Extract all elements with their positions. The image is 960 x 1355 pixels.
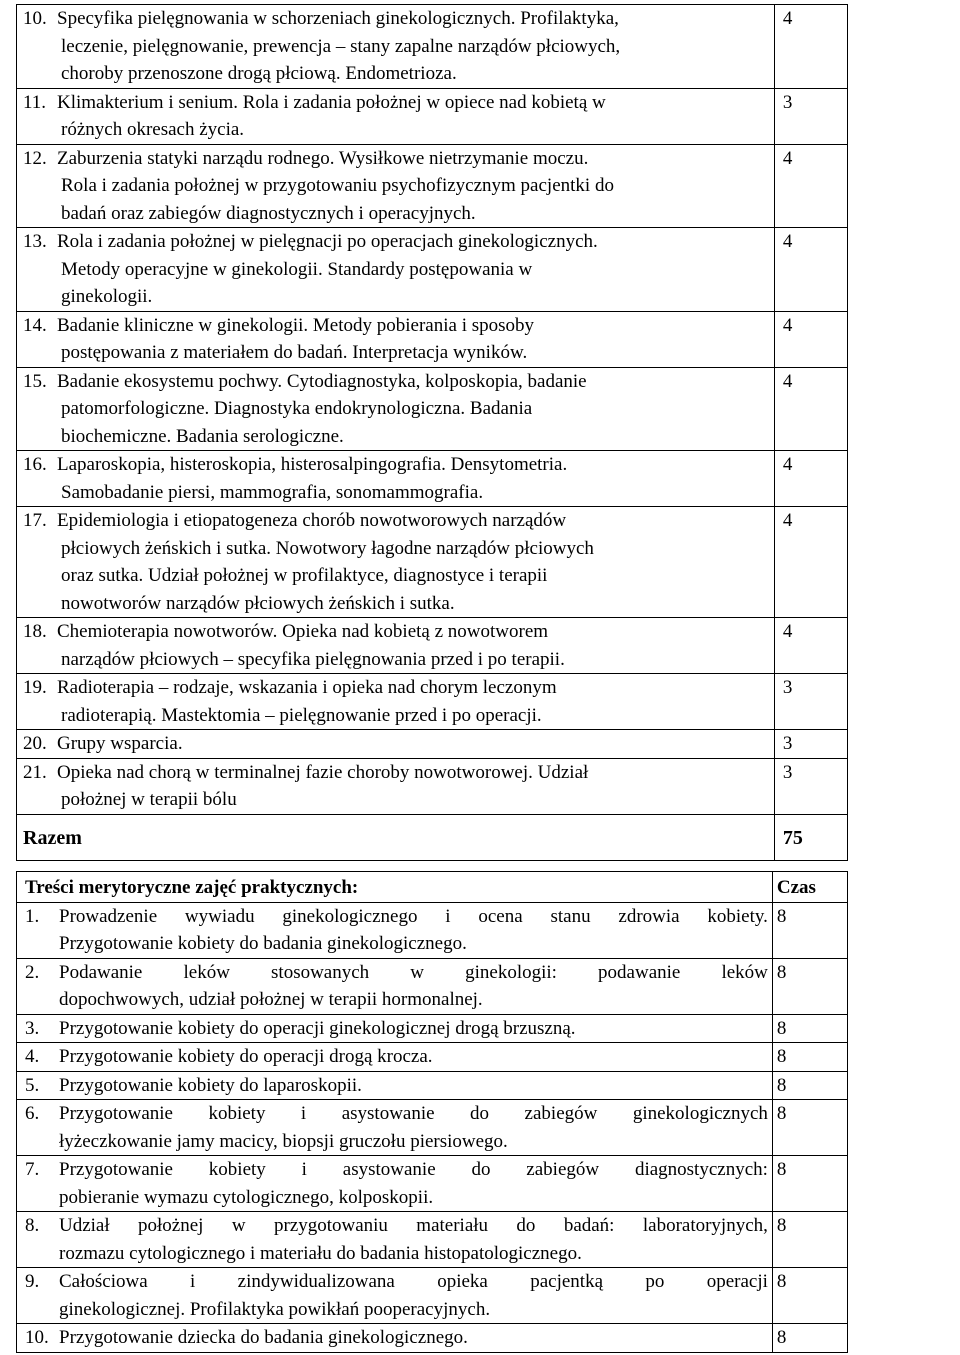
topic-description	[17, 451, 775, 507]
topic-line: nowotworów narządów płciowych żeńskich i sutka.	[61, 592, 455, 614]
practical-line: Przygotowanie kobiety i asystowanie do zabiegów ginekologicznych	[59, 1103, 768, 1124]
topic-row	[17, 758, 848, 814]
practical-number: 6.	[25, 1103, 40, 1124]
practical-description	[17, 1156, 773, 1212]
practical-text	[59, 959, 768, 1014]
topic-hours: 4	[774, 311, 847, 367]
topic-line	[23, 674, 770, 702]
topic-row	[17, 311, 848, 367]
topic-hours: 4	[774, 228, 847, 312]
practical-line: łyżeczkowanie jamy macicy, biopsji gruczołu piersiowego.	[59, 1130, 508, 1152]
practical-hours: 8	[772, 1100, 847, 1156]
topic-line	[23, 5, 770, 33]
topic-hours: 3	[774, 674, 847, 730]
topic-line: Metody operacyjne w ginekologii. Standardy postępowania w	[61, 258, 533, 280]
practical-item	[25, 1156, 768, 1211]
topic-line: płciowych żeńskich i sutka. Nowotwory łagodne narządów płciowych	[61, 537, 594, 559]
topic-line	[23, 507, 770, 535]
topic-row	[17, 367, 848, 451]
topic-description	[17, 144, 775, 228]
topic-description	[17, 367, 775, 451]
practical-row	[17, 1043, 848, 1072]
practical-row	[17, 902, 848, 958]
topic-line: narządów płciowych – specyfika pielęgnowania przed i po terapii.	[61, 648, 565, 670]
practical-hours: 8	[772, 1212, 847, 1268]
topic-line	[23, 451, 770, 479]
practical-item	[25, 1212, 768, 1267]
topic-line-text: Specyfika pielęgnowania w schorzeniach ginekologicznych. Profilaktyka,	[57, 8, 619, 29]
topic-number: 20.	[23, 733, 47, 754]
topic-row	[17, 507, 848, 618]
topic-number: 14.	[23, 314, 47, 336]
topic-hours: 3	[774, 730, 847, 759]
topic-description	[17, 618, 775, 674]
topic-line	[23, 368, 770, 396]
topic-line: Samobadanie piersi, mammografia, sonomammografia.	[61, 481, 484, 503]
practical-number: 5.	[25, 1074, 40, 1096]
topic-row	[17, 88, 848, 144]
topic-number: 17.	[23, 510, 47, 531]
practical-item	[25, 1324, 768, 1352]
practical-line: Przygotowanie dziecka do badania ginekologicznego.	[59, 1327, 468, 1348]
practical-row	[17, 1071, 848, 1100]
practical-number: 7.	[25, 1159, 40, 1180]
practical-description	[17, 958, 773, 1014]
practical-item	[25, 1043, 768, 1071]
practical-text	[59, 903, 768, 958]
practical-row	[17, 958, 848, 1014]
practical-line: Przygotowanie kobiety do laparoskopii.	[59, 1074, 362, 1096]
practical-header-row	[17, 872, 848, 903]
practical-text	[59, 1156, 768, 1211]
topic-line: Rola i zadania położnej w przygotowaniu psychofizycznym pacjentki do	[61, 175, 614, 196]
topic-line: położnej w terapii bólu	[61, 789, 237, 810]
practical-item	[25, 903, 768, 958]
practical-line: Przygotowanie kobiety do badania ginekologicznego.	[59, 933, 467, 954]
practical-row	[17, 1100, 848, 1156]
practical-topics-table	[16, 871, 848, 1353]
practical-row	[17, 1324, 848, 1353]
topic-description	[17, 311, 775, 367]
topic-row	[17, 618, 848, 674]
topic-line-text: Radioterapia – rodzaje, wskazania i opieka nad chorym leczonym	[57, 677, 557, 698]
topic-line: oraz sutka. Udział położnej w profilaktyce, diagnostyce i terapii	[61, 565, 548, 586]
topic-line	[23, 312, 770, 340]
practical-row	[17, 1268, 848, 1324]
practical-description	[17, 1014, 773, 1043]
topic-hours: 3	[774, 758, 847, 814]
practical-hours: 8	[772, 1071, 847, 1100]
topic-line	[23, 618, 770, 646]
topic-line-text: Grupy wsparcia.	[57, 733, 183, 754]
topic-number: 15.	[23, 370, 47, 392]
practical-hours: 8	[772, 1156, 847, 1212]
practical-number: 9.	[25, 1271, 40, 1292]
topic-number: 18.	[23, 621, 47, 642]
total-row	[17, 814, 848, 861]
practical-number: 3.	[25, 1017, 40, 1039]
topic-description	[17, 228, 775, 312]
topic-line-text: Chemioterapia nowotworów. Opieka nad kobietą z nowotworem	[57, 621, 549, 642]
topic-number: 11.	[23, 91, 47, 113]
practical-item	[25, 959, 768, 1014]
topic-line	[23, 89, 770, 117]
practical-line: Przygotowanie kobiety do operacji drogą krocza.	[59, 1046, 433, 1067]
topic-line-text: Klimakterium i senium. Rola i zadania położnej w opiece nad kobietą w	[57, 91, 606, 113]
topic-hours: 4	[774, 507, 847, 618]
practical-item	[25, 1015, 768, 1043]
topic-row	[17, 674, 848, 730]
topic-line-text: Badanie kliniczne w ginekologii. Metody pobierania i sposoby	[57, 314, 535, 336]
practical-item	[25, 1072, 768, 1100]
practical-line: dopochwowych, udział położnej w terapii hormonalnej.	[59, 989, 483, 1010]
practical-number: 1.	[25, 905, 40, 927]
practical-hours: 8	[772, 902, 847, 958]
practical-description	[17, 1324, 773, 1353]
practical-line: Podawanie leków stosowanych w ginekologii: podawanie leków	[59, 961, 768, 983]
topic-hours: 4	[774, 367, 847, 451]
practical-hours: 8	[772, 1324, 847, 1353]
practical-row	[17, 1156, 848, 1212]
topic-line-text: Rola i zadania położnej w pielęgnacji po operacjach ginekologicznych.	[57, 231, 598, 252]
practical-number: 4.	[25, 1046, 40, 1067]
topic-description	[17, 88, 775, 144]
practical-hours: 8	[772, 1014, 847, 1043]
topic-line	[23, 759, 770, 787]
topic-line: badań oraz zabiegów diagnostycznych i operacyjnych.	[61, 202, 476, 224]
total-hours: 75	[774, 814, 847, 861]
topic-hours: 4	[774, 5, 847, 89]
topic-description	[17, 674, 775, 730]
topic-number: 12.	[23, 147, 47, 169]
practical-description	[17, 1268, 773, 1324]
topic-number: 19.	[23, 677, 47, 698]
topic-number: 13.	[23, 231, 47, 252]
total-label: Razem	[17, 814, 775, 861]
topic-line: biochemiczne. Badania serologiczne.	[61, 425, 344, 447]
topic-line	[23, 228, 770, 256]
topic-line: choroby przenoszone drogą płciową. Endometrioza.	[61, 63, 457, 84]
practical-number: 8.	[25, 1215, 40, 1236]
topic-line: postępowania z materiałem do badań. Interpretacja wyników.	[61, 342, 528, 363]
topic-row	[17, 730, 848, 759]
topic-line: patomorfologiczne. Diagnostyka endokrynologiczna. Badania	[61, 398, 533, 419]
practical-text	[59, 1324, 768, 1352]
topic-number: 21.	[23, 761, 47, 783]
practical-text	[59, 1212, 768, 1267]
topic-line-text: Zaburzenia statyki narządu rodnego. Wysiłkowe nietrzymanie moczu.	[57, 147, 589, 169]
topic-description	[17, 758, 775, 814]
practical-description	[17, 1071, 773, 1100]
lecture-topics-body	[17, 5, 848, 861]
practical-item	[25, 1268, 768, 1323]
practical-topics-body	[17, 872, 848, 1353]
practical-row	[17, 1212, 848, 1268]
practical-number: 10.	[25, 1327, 49, 1348]
topic-hours: 4	[774, 618, 847, 674]
practical-hours: 8	[772, 1043, 847, 1072]
practical-line: rozmazu cytologicznego i materiału do badania histopatologicznego.	[59, 1242, 582, 1264]
practical-line: Całościowa i zindywidualizowana opieka pacjentką po operacji	[59, 1271, 768, 1292]
topic-line: leczenie, pielęgnowanie, prewencja – stany zapalne narządów płciowych,	[61, 35, 621, 57]
practical-description	[17, 1212, 773, 1268]
topic-line	[23, 730, 770, 758]
topic-row	[17, 228, 848, 312]
lecture-topics-table	[16, 4, 848, 861]
topic-number: 16.	[23, 454, 47, 475]
topic-hours: 4	[774, 451, 847, 507]
practical-text	[59, 1043, 768, 1071]
topic-line-text: Laparoskopia, histeroskopia, histerosalpingografia. Densytometria.	[57, 454, 568, 475]
practical-text	[59, 1268, 768, 1323]
practical-line: Udział położnej w przygotowaniu materiału do badań: laboratoryjnych,	[59, 1215, 768, 1236]
topic-number: 10.	[23, 8, 47, 29]
topic-hours: 3	[774, 88, 847, 144]
practical-line: ginekologicznej. Profilaktyka powikłań pooperacyjnych.	[59, 1298, 491, 1320]
practical-description	[17, 902, 773, 958]
practical-item	[25, 1100, 768, 1155]
topic-line-text: Opieka nad chorą w terminalnej fazie choroby nowotworowej. Udział	[57, 761, 589, 783]
practical-hours: 8	[772, 1268, 847, 1324]
topic-description	[17, 730, 775, 759]
topic-line: różnych okresach życia.	[61, 119, 245, 140]
topic-row	[17, 451, 848, 507]
time-header: Czas	[772, 872, 847, 903]
practical-text	[59, 1100, 768, 1155]
topic-line: ginekologii.	[61, 286, 153, 307]
practical-line: Przygotowanie kobiety i asystowanie do zabiegów diagnostycznych:	[59, 1159, 768, 1180]
topic-line-text: Badanie ekosystemu pochwy. Cytodiagnostyka, kolposkopia, badanie	[57, 370, 587, 392]
practical-line: Przygotowanie kobiety do operacji ginekologicznej drogą brzuszną.	[59, 1017, 576, 1039]
practical-header: Treści merytoryczne zajęć praktycznych:	[17, 872, 773, 903]
topic-row	[17, 5, 848, 89]
practical-line: Prowadzenie wywiadu ginekologicznego i ocena stanu zdrowia kobiety.	[59, 905, 768, 927]
topic-line-text: Epidemiologia i etiopatogeneza chorób nowotworowych narządów	[57, 510, 567, 531]
practical-text	[59, 1072, 768, 1100]
topic-description	[17, 507, 775, 618]
topic-line: radioterapią. Mastektomia – pielęgnowanie przed i po operacji.	[61, 704, 542, 726]
practical-text	[59, 1015, 768, 1043]
practical-line: pobieranie wymazu cytologicznego, kolposkopii.	[59, 1186, 434, 1208]
practical-number: 2.	[25, 961, 40, 983]
practical-row	[17, 1014, 848, 1043]
topic-row	[17, 144, 848, 228]
topic-line	[23, 145, 770, 173]
topic-hours: 4	[774, 144, 847, 228]
practical-description	[17, 1100, 773, 1156]
topic-description	[17, 5, 775, 89]
practical-description	[17, 1043, 773, 1072]
practical-hours: 8	[772, 958, 847, 1014]
